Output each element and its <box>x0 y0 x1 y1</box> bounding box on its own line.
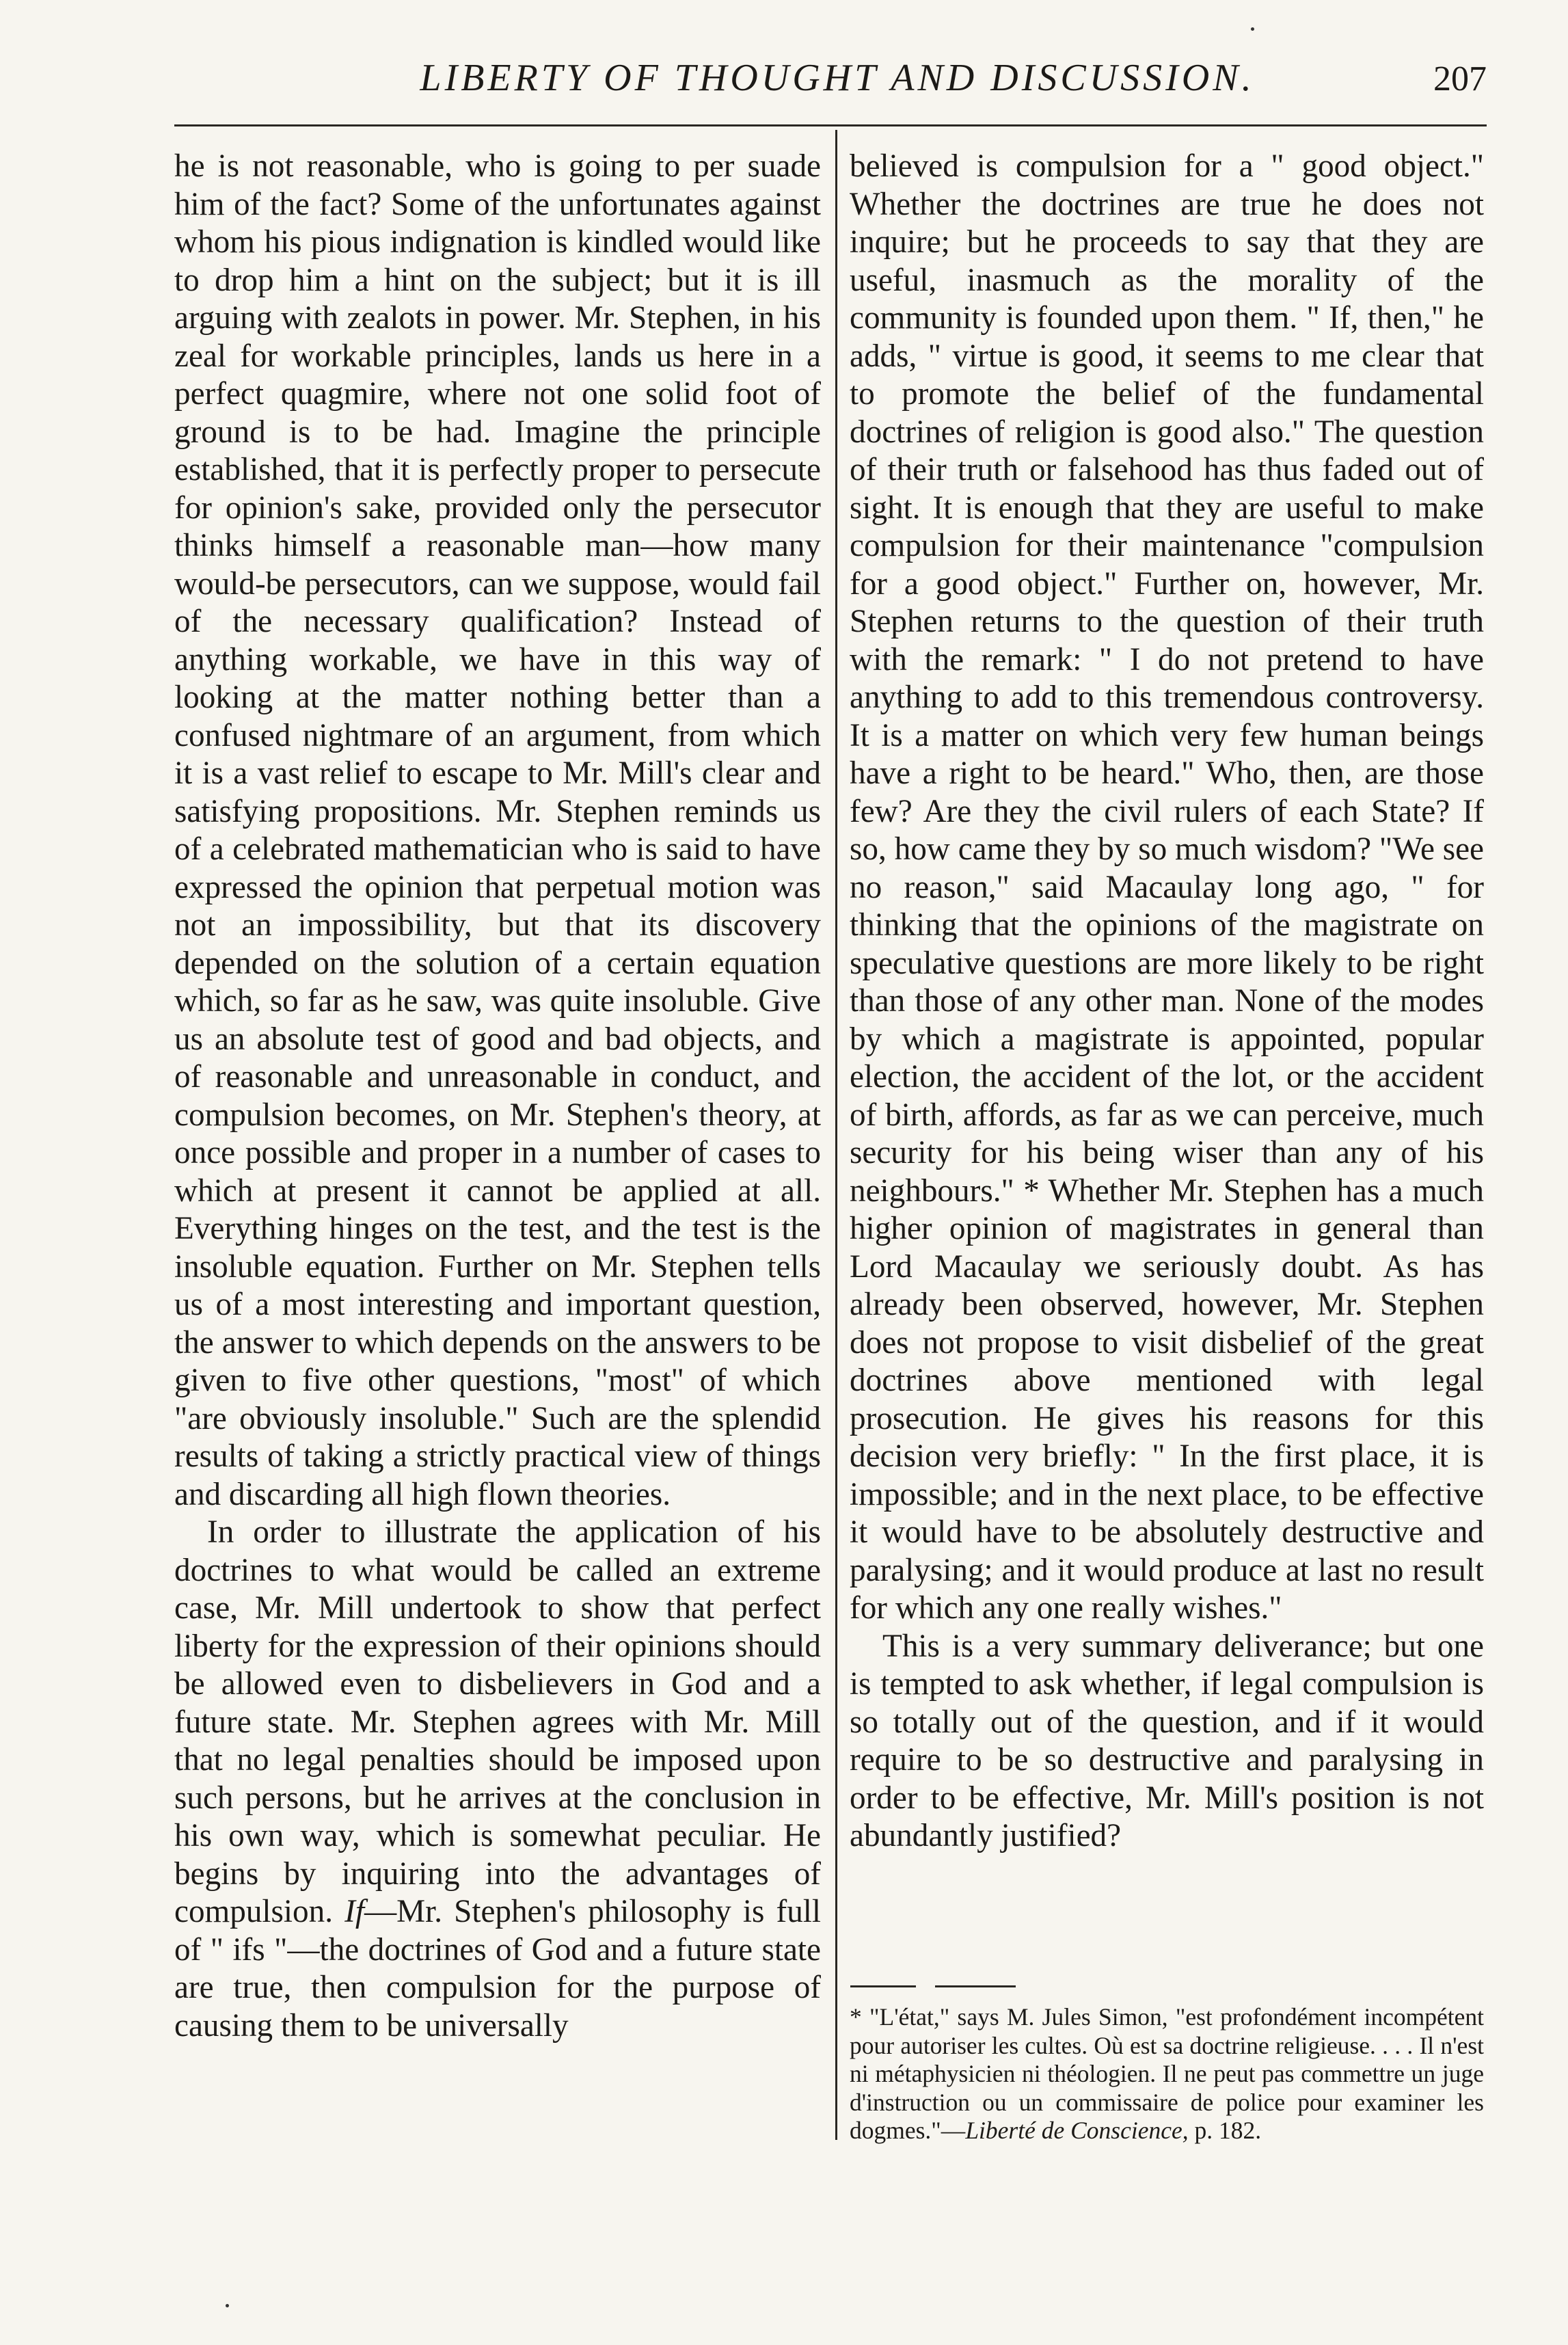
footnote-rule-short <box>935 1985 1016 1987</box>
footnote-page: p. 182. <box>1188 2117 1262 2144</box>
running-head <box>174 49 1487 124</box>
footnote-citation: Liberté de Conscience, <box>965 2117 1189 2144</box>
left-paragraph-2-end: —Mr. Stephen's philosophy is full of " ifs "—the doctrines of God and a future state are true, then compulsion for the purpose of causing them to be universally <box>174 1894 822 2044</box>
ink-speck <box>1251 27 1254 31</box>
column-divider <box>835 130 837 2140</box>
header-rule <box>174 124 1487 126</box>
right-paragraph-1 <box>850 148 1484 1628</box>
running-title: LIBERTY OF THOUGHT AND DISCUSSION. <box>420 57 1255 99</box>
left-paragraph-2 <box>174 1514 821 2045</box>
right-paragraph-1-end: Whether Mr. Stephen has a much higher opinion of magistrates in general than Lord Macaulay we seriously doubt. As has already been observed, however, Mr. Stephen does not propose to visit disbelief of the great doctrines above mentioned with legal prosecution. He gives his reasons for this decision very briefly: " In the first place, it is impossible; and in the next place, to be effective it would have to be absolutely destructive and paralysing; and it would produce at last no result for which any one really wishes." <box>850 1172 1484 1626</box>
left-paragraph-2-start: In order to illustrate the application of his doctrines to what would be called an extreme case, Mr. Mill undertook to show that perfect liberty for the expression of their opinions should be allowed even to disbelievers in God and a future state. Mr. Stephen agrees with Mr. Mill that no legal penalties should be imposed upon such persons, but he arrives at the conclusion in his own way, which is somewhat peculiar. He begins by inquiring into the advantages of compulsion. <box>174 1514 821 1929</box>
left-paragraph-1: he is not reasonable, who is going to per suade him of the fact? Some of the unfortunates against whom his pious indignation is kindled would like to drop him a hint on the subject; but it is ill arguing with zealots in power. Mr. Stephen, in his zeal for workable principles, lands us here in a perfect quagmire, where not one solid foot of ground is to be had. Imagine the principle established, that it is perfectly proper to persecute for opinion's sake, provided only the persecutor thinks himself a reasonable man—how many would-be persecutors, can we suppose, would fail of the necessary qualification? Instead of anything workable, we have in this way of looking at the matter nothing better than a confused nightmare of an argument, from which it is a vast relief to escape to Mr. Mill's clear and satisfying propositions. Mr. Stephen reminds us of a celebrated mathematician who is said to have expressed the opinion that perpetual motion was not an impossibility, but that its discovery depended on the solution of a certain equation which, so far as he saw, was quite insoluble. Give us an absolute test of good and bad objects, and of reasonable and unreasonable in conduct, and compulsion becomes, on Mr. Stephen's theory, at once possible and proper in a number of cases to which at present it cannot be applied at all. Everything hinges on the test, and the test is the insoluble equation. Further on Mr. Stephen tells us of a most interesting and important question, the answer to which depends on the answers to be given to five other questions, "most" of which "are obviously insoluble." Such are the splendid results of taking a strictly practical view of things and discarding all high flown theories. <box>174 148 821 1512</box>
right-paragraph-1-start: believed is compulsion for a " good object." Whether the doctrines are true he does not inquire; but he proceeds to say that they are useful, inasmuch as the morality of the community is founded upon them. " If, then," he adds, " virtue is good, it seems to me clear that to promote the belief of the fundamental doctrines of religion is good also." The question of their truth or falsehood has thus faded out of sight. It is enough that they are useful to make compulsion for their maintenance "compulsion for a good object." Further on, however, Mr. Stephen returns to the question of their truth with the remark: " I do not pretend to have anything to add to this tremendous controversy. It is a matter on which very few human beings have a right to be heard." Who, then, are those few? Are they the civil rulers of each State? If so, how came they by so much wisdom? "We see no reason," said Macaulay long ago, " for thinking that the opinions of the magistrate on speculative questions are more likely to be right than those of any other man. None of the modes by which a magistrate is appointed, popular election, the accident of the lot, or the accident of birth, affords, as far as we can perceive, much security for his being wiser than any of his neighbours." <box>850 148 1484 1209</box>
footnote <box>850 2003 1484 2145</box>
page-number: 207 <box>1433 59 1487 98</box>
footnote-rule <box>850 1985 916 1987</box>
ink-speck <box>226 2304 229 2307</box>
left-column <box>174 148 821 2045</box>
footnote-marker: * <box>1014 1172 1040 1209</box>
right-column <box>850 148 1484 1855</box>
italic-if: If <box>344 1894 364 1929</box>
footnote-text: * "L'état," says M. Jules Simon, "est profondément incompétent pour autoriser les cultes. Où est sa doctrine religieuse. . . . Il n'est ni métaphysicien ni théologien. Il ne peut pas commettre un juge d'instruction ou un commissaire de police pour examiner les dogmes."— <box>850 2003 1484 2144</box>
right-paragraph-2: This is a very summary deliverance; but one is tempted to ask whether, if legal compulsion is so totally out of the question, and if it would require to be so destructive and paralysing in order to be effective, Mr. Mill's position is not abundantly justified? <box>850 1628 1484 1853</box>
